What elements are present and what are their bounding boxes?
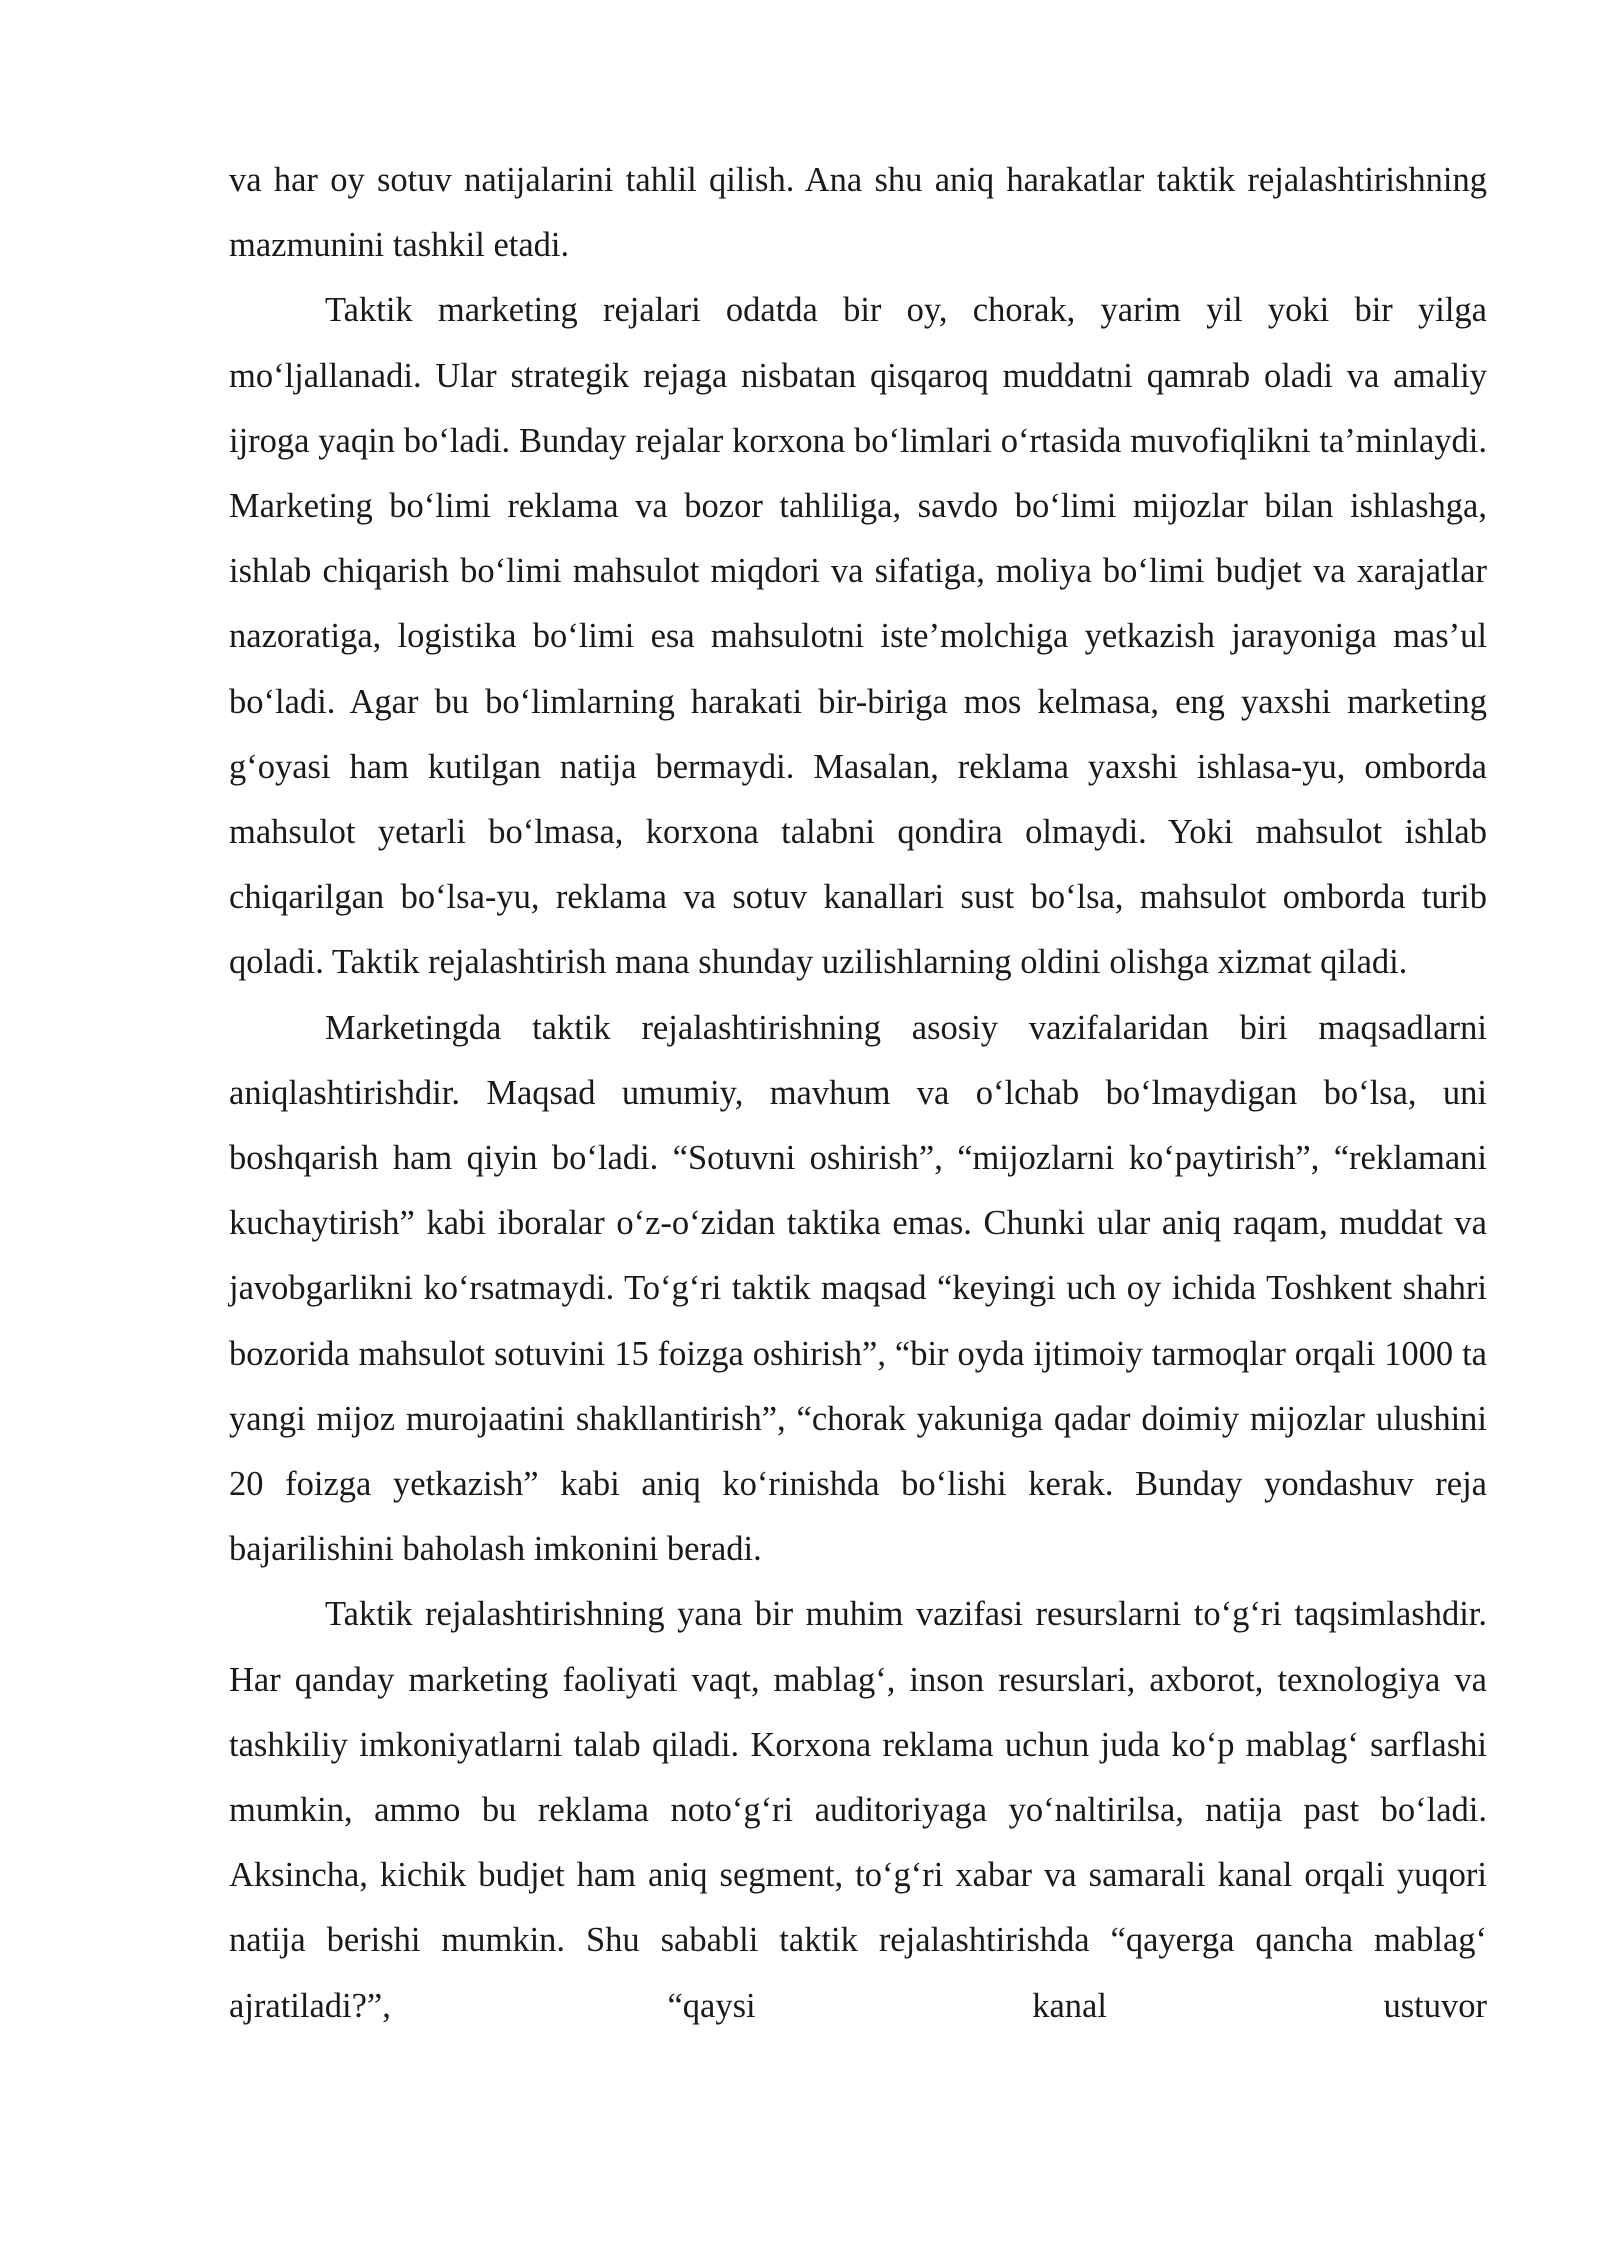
paragraph-tactical-plans: Taktik marketing rejalari odatda bir oy, chorak, yarim yil yoki bir yilga mo‘ljallanadi. Ular strategik rejaga nisbatan qisqaroq muddatni qamrab oladi va amaliy ijroga yaqin bo‘ladi. Bunday rejalar korxona bo‘limlari o‘rtasida muvofiqlikni ta’minlaydi. Marketing bo‘limi reklama va bozor tahliliga, savdo bo‘limi mijozlar bilan ishlashga, ishlab chiqarish bo‘limi mahsulot miqdori va sifatiga, moliya bo‘limi budjet va xarajatlar nazoratiga, logistika bo‘limi esa mahsulotni iste’molchiga yetkazish jarayoniga mas’ul bo‘ladi. Agar bu bo‘limlarning harakati bir-biriga mos kelmasa, eng yaxshi marketing g‘oyasi ham kutilgan natija bermaydi. Masalan, reklama yaxshi ishlasa-yu, omborda mahsulot yetarli bo‘lmasa, korxona talabni qondira olmaydi. Yoki mahsulot ishlab chiqarilgan bo‘lsa-yu, reklama va sotuv kanallari sust bo‘lsa, mahsulot omborda turib qoladi. Taktik rejalashtirish mana shunday uzilishlarning oldini olishga xizmat qiladi. [229, 291, 1487, 982]
paragraph-goal-setting: Marketingda taktik rejalashtirishning asosiy vazifalaridan biri maqsadlarni aniqlashtirishdir. Maqsad umumiy, mavhum va o‘lchab bo‘lmaydigan bo‘lsa, uni boshqarish ham qiyin bo‘ladi. “Sotuvni oshirish”, “mijozlarni ko‘paytirish”, “reklamani kuchaytirish” kabi iboralar o‘z-o‘zidan taktika emas. Chunki ular aniq raqam, muddat va javobgarlikni ko‘rsatmaydi. To‘g‘ri taktik maqsad “keyingi uch oy ichida Toshkent shahri bozorida mahsulot sotuvini 15 foizga oshirish”, “bir oyda ijtimoiy tarmoqlar orqali 1000 ta yangi mijoz murojaatini shakllantirish”, “chorak yakuniga qadar doimiy mijozlar ulushini 20 foizga yetkazish” kabi aniq ko‘rinishda bo‘lishi kerak. Bunday yondashuv reja bajarilishini baholash imkonini beradi. [229, 1008, 1487, 1569]
paragraph-resource-allocation: Taktik rejalashtirishning yana bir muhim vazifasi resurslarni to‘g‘ri taqsimlashdir. Har qanday marketing faoliyati vaqt, mablag‘, inson resurslari, axborot, texnologiya va tashkiliy imkoniyatlarni talab qiladi. Korxona reklama uchun juda ko‘p mablag‘ sarflashi mumkin, ammo bu reklama noto‘g‘ri auditoriyaga yo‘naltirilsa, natija past bo‘ladi. Aksincha, kichik budjet ham aniq segment, to‘g‘ri xabar va samarali kanal orqali yuqori natija berishi mumkin. Shu sababli taktik rejalashtirishda “qayerga qancha mablag‘ ajratiladi?”, “qaysi kanal ustuvor [229, 1595, 1487, 2025]
paragraph-continuation: va har oy sotuv natijalarini tahlil qilish. Ana shu aniq harakatlar taktik rejalashtirishning mazmunini tashkil etadi. [229, 161, 1487, 265]
document-body [229, 148, 1487, 2039]
